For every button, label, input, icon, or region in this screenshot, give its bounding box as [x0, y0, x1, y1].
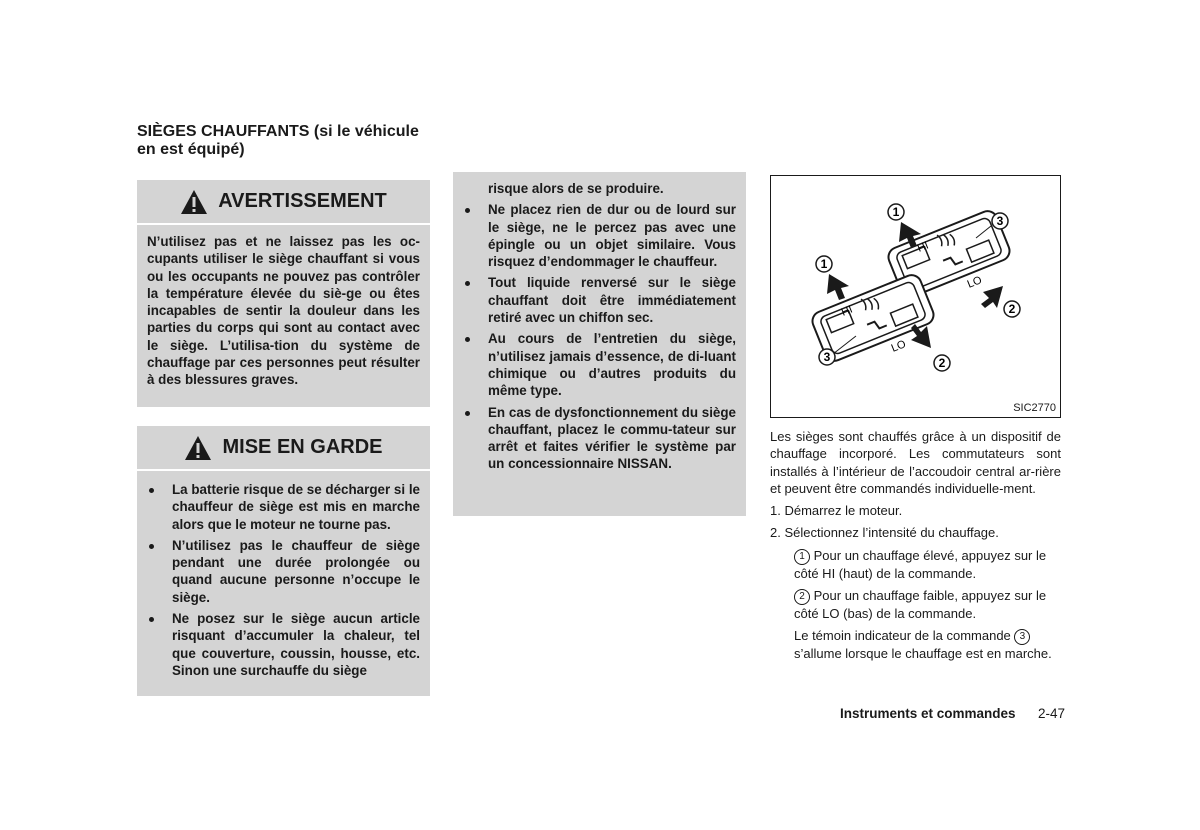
callout-number: 3: [1014, 629, 1030, 645]
heated-seat-switch-illustration: [771, 176, 1060, 417]
switch-hi-label: HI: [839, 303, 855, 319]
step-item: 2. Sélectionnez l’intensité du chauffage.: [770, 525, 999, 541]
callout-3: 3: [823, 350, 831, 364]
callout-number: 2: [794, 589, 810, 605]
indicator-paragraph: [770, 627, 1061, 662]
warning-box: [137, 180, 430, 407]
callout-number: 1: [794, 549, 810, 565]
callout-2: 2: [1008, 302, 1016, 316]
caution-box-continued: [453, 172, 746, 516]
callout-1: 1: [892, 205, 900, 219]
callout-3: 3: [996, 214, 1004, 228]
switch-lo-label: LO: [965, 274, 984, 291]
figure-frame: [770, 175, 1061, 418]
warning-text: N’utilisez pas et ne laissez pas les oc-cupants utiliser le siège chauffant si vous ou les occupants ne pouvez pas contrôler la température élevée du siè-ge ou êtes incapables de sentir la douleur dans les parties du corps qui sont au contact avec le siège. L’utilisa-tion du système de chauffage par ces personnes peut résulter à des blessures graves.: [147, 234, 420, 388]
warning-heading: AVERTISSEMENT: [218, 190, 387, 212]
caution-item: En cas de dysfonctionnement du siège chauffant, placez le commu-tateur sur arrêt et faites vérifier le système par un concessionnaire NISSAN.: [453, 404, 736, 473]
caution-heading: MISE EN GARDE: [222, 436, 383, 458]
switch-hi-label: HI: [915, 239, 931, 255]
caution-continuation: risque alors de se produire.: [488, 181, 664, 196]
indicator-text-before: Le témoin indicateur de la commande: [794, 628, 1011, 644]
sub-item-text: Pour un chauffage faible, appuyez sur le côté LO (bas) de la commande.: [794, 588, 1047, 622]
indicator-text-after: s’allume lorsque le chauffage est en marche.: [794, 646, 1052, 662]
caution-header: [137, 426, 430, 471]
warning-header: [137, 180, 430, 225]
caution-box: [137, 426, 430, 696]
sub-item: [770, 547, 1061, 582]
callout-2: 2: [938, 356, 946, 370]
intro-paragraph: Les sièges sont chauffés grâce à un dispositif de chauffage incorporé. Les commutateurs sont installés à l’intérieur de l’accoudoir central ar-rière et peuvent être commandés individuelle-ment.: [770, 429, 1061, 496]
step-item: 1. Démarrez le moteur.: [770, 503, 903, 519]
footer-section: Instruments et commandes: [840, 706, 1016, 721]
warning-triangle-icon: [180, 189, 208, 215]
page-number: 2-47: [1037, 706, 1065, 721]
caution-item: N’utilisez pas le chauffeur de siège pendant une durée prolongée ou quand aucune personne n’occupe le siège.: [137, 537, 420, 606]
caution-item: Ne placez rien de dur ou de lourd sur le siège, ne le percez pas avec une épingle ou un objet similaire. Vous risquez d’endommager le chauffeur.: [453, 201, 736, 270]
sub-item-text: Pour un chauffage élevé, appuyez sur le côté HI (haut) de la commande.: [794, 547, 1047, 581]
switch-lo-label: LO: [889, 338, 908, 355]
caution-item: Au cours de l’entretien du siège, n’utilisez jamais d’essence, de di-luant chimique ou d’autres produits du même type.: [453, 330, 736, 399]
right-text: [770, 428, 1061, 663]
figure-code: SIC2770: [1013, 402, 1056, 414]
caution-item: Ne posez sur le siège aucun article risquant d’accumuler la chaleur, tel que couverture, coussin, housse, etc. Sinon une surchauffe du siège: [137, 610, 420, 679]
section-title: SIÈGES CHAUFFANTS (si le véhicule en est équipé): [137, 123, 419, 158]
arrow-icon: [827, 274, 849, 300]
page-footer: [840, 706, 1065, 721]
caution-item: Tout liquide renversé sur le siège chauffant doit être immédiatement retiré avec un chiffon sec.: [453, 274, 736, 326]
arrow-icon: [981, 286, 1003, 308]
sub-item: [770, 587, 1061, 622]
caution-triangle-icon: [184, 435, 212, 461]
caution-item: La batterie risque de se décharger si le chauffeur de siège est mis en marche alors que le moteur ne tourne pas.: [137, 481, 420, 533]
callout-1: 1: [820, 257, 828, 271]
